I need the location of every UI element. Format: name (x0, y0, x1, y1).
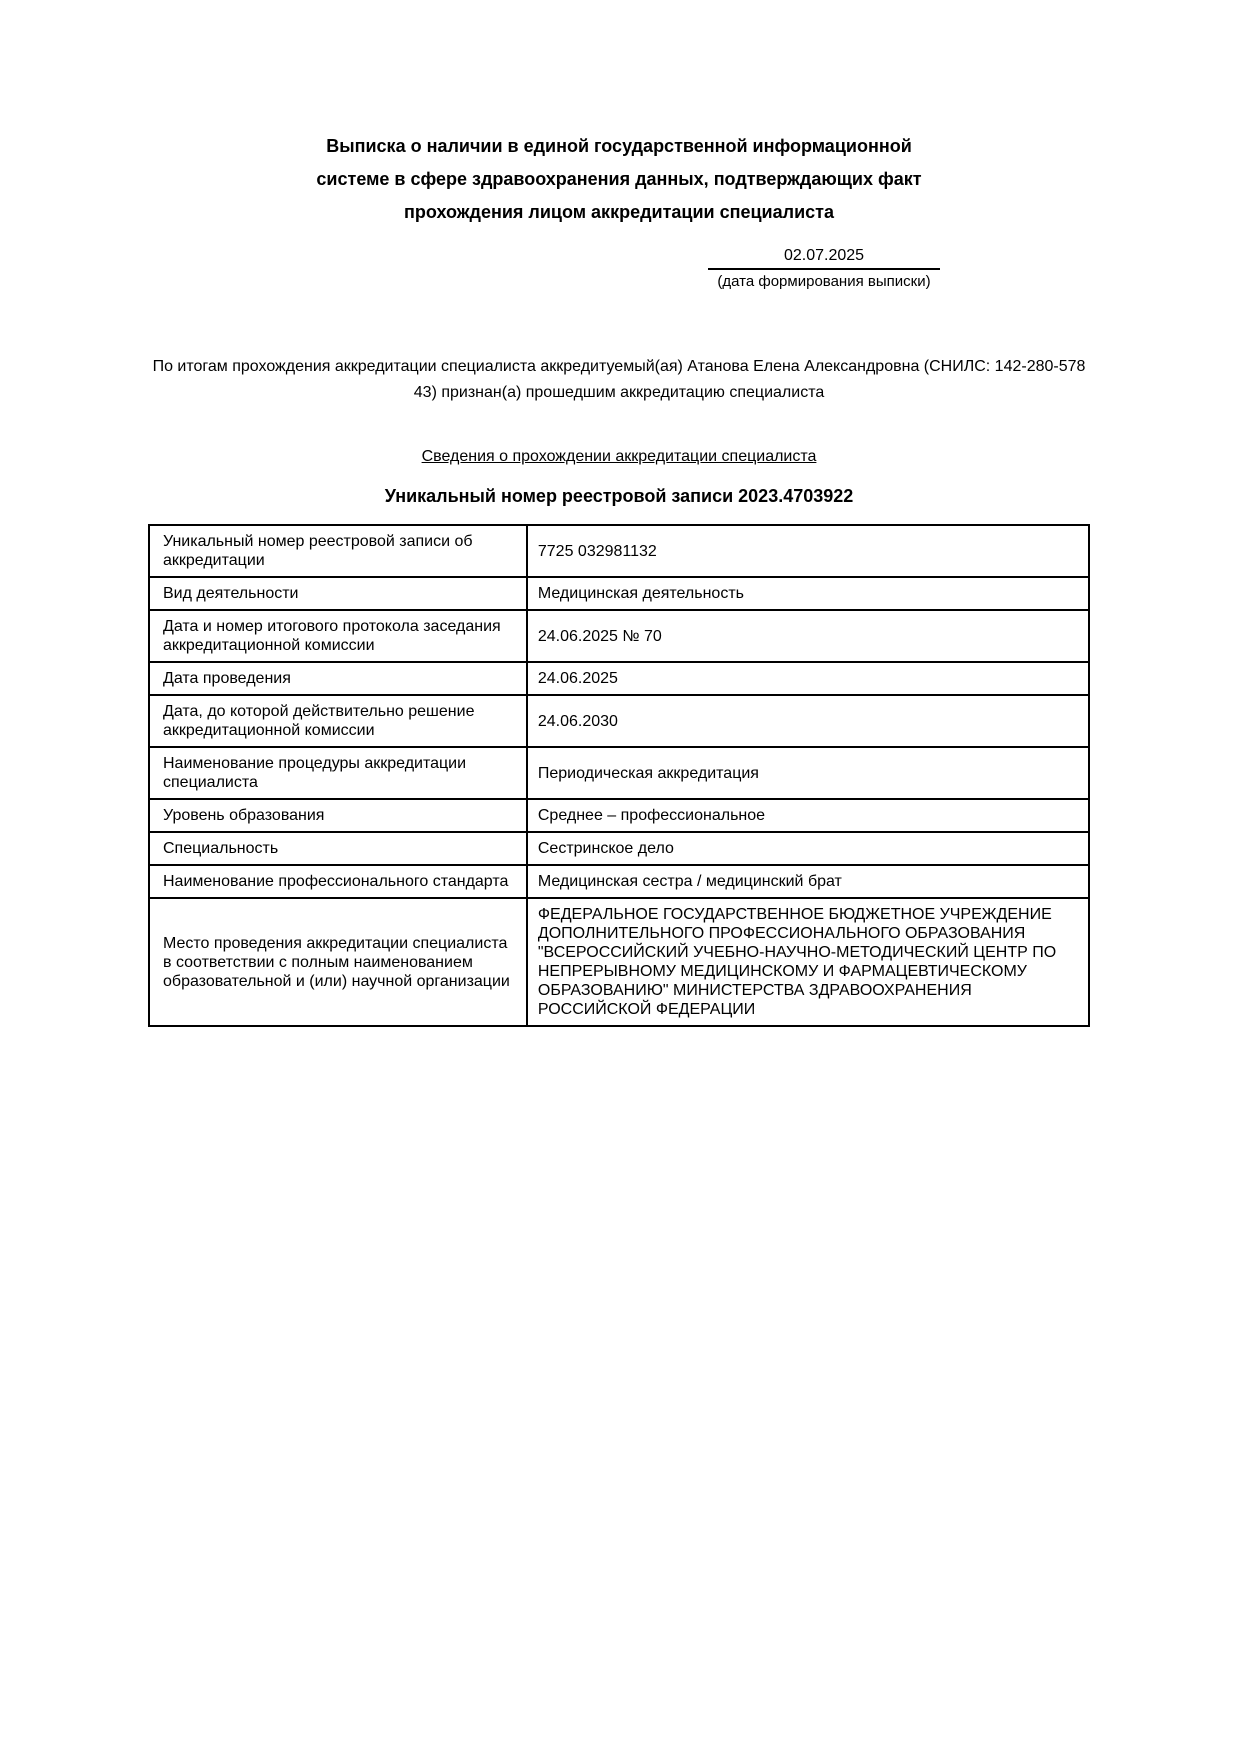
table-row (149, 799, 1089, 832)
table-row (149, 747, 1089, 799)
formation-date-value: 02.07.2025 (708, 245, 940, 270)
accreditation-details-table (148, 524, 1090, 1027)
table-row (149, 525, 1089, 577)
formation-date-caption: (дата формирования выписки) (717, 273, 931, 290)
row-label-professional-standard: Наименование профессионального стандарта (149, 865, 527, 898)
row-value-accreditation-place: ФЕДЕРАЛЬНОЕ ГОСУДАРСТВЕННОЕ БЮДЖЕТНОЕ УЧРЕЖДЕНИЕ ДОПОЛНИТЕЛЬНОГО ПРОФЕССИОНАЛЬНОГО ОБРАЗОВАНИЯ "ВСЕРОССИЙСКИЙ УЧЕБНО-НАУЧНО-МЕТОДИЧЕСКИЙ ЦЕНТР ПО НЕПРЕРЫВНОМУ МЕДИЦИНСКОМУ И ФАРМАЦЕВТИЧЕСКОМУ ОБРАЗОВАНИЮ" МИНИСТЕРСТВА ЗДРАВООХРАНЕНИЯ РОССИЙСКОЙ ФЕДЕРАЦИИ (527, 898, 1089, 1026)
table-row (149, 865, 1089, 898)
row-label-valid-until-date: Дата, до которой действительно решение аккредитационной комиссии (149, 695, 527, 747)
row-value-activity-type: Медицинская деятельность (527, 577, 1089, 610)
row-value-valid-until-date: 24.06.2030 (527, 695, 1089, 747)
table-row (149, 610, 1089, 662)
row-value-registry-number: 7725 032981132 (527, 525, 1089, 577)
table-row (149, 695, 1089, 747)
row-label-protocol-date-number: Дата и номер итогового протокола заседания аккредитационной комиссии (149, 610, 527, 662)
document-title-line-2: системе в сфере здравоохранения данных, подтверждающих факт (316, 169, 922, 189)
row-label-education-level: Уровень образования (149, 799, 527, 832)
table-row (149, 898, 1089, 1026)
row-value-specialty: Сестринское дело (527, 832, 1089, 865)
document-content (148, 0, 1090, 1027)
row-label-activity-type: Вид деятельности (149, 577, 527, 610)
formation-date-inner (708, 245, 940, 292)
accreditation-details-table-body (149, 525, 1089, 1026)
table-row (149, 577, 1089, 610)
row-value-conduct-date: 24.06.2025 (527, 662, 1089, 695)
table-row (149, 832, 1089, 865)
formation-date-block (148, 245, 1090, 292)
row-label-registry-number: Уникальный номер реестровой записи об аккредитации (149, 525, 527, 577)
document-title-line-1: Выписка о наличии в единой государственной информационной (326, 136, 912, 156)
accreditation-result-paragraph: По итогам прохождения аккредитации специалиста аккредитуемый(ая) Атанова Елена Александровна (СНИЛС: 142-280-578 43) признан(а) прошедшим аккредитацию специалиста (152, 358, 1086, 401)
document-title (148, 130, 1090, 229)
row-label-accreditation-place: Место проведения аккредитации специалиста в соответствии с полным наименованием образовательной и (или) научной организации (149, 898, 527, 1026)
table-row (149, 662, 1089, 695)
row-label-specialty: Специальность (149, 832, 527, 865)
accreditation-info-heading: Сведения о прохождении аккредитации специалиста (421, 448, 817, 465)
row-label-conduct-date: Дата проведения (149, 662, 527, 695)
document-title-line-3: прохождения лицом аккредитации специалиста (404, 202, 834, 222)
row-value-protocol-date-number: 24.06.2025 № 70 (527, 610, 1089, 662)
row-value-procedure-name: Периодическая аккредитация (527, 747, 1089, 799)
row-value-education-level: Среднее – профессиональное (527, 799, 1089, 832)
row-label-procedure-name: Наименование процедуры аккредитации специалиста (149, 747, 527, 799)
row-value-professional-standard: Медицинская сестра / медицинский брат (527, 865, 1089, 898)
registry-record-number-heading: Уникальный номер реестровой записи 2023.4703922 (384, 486, 854, 506)
